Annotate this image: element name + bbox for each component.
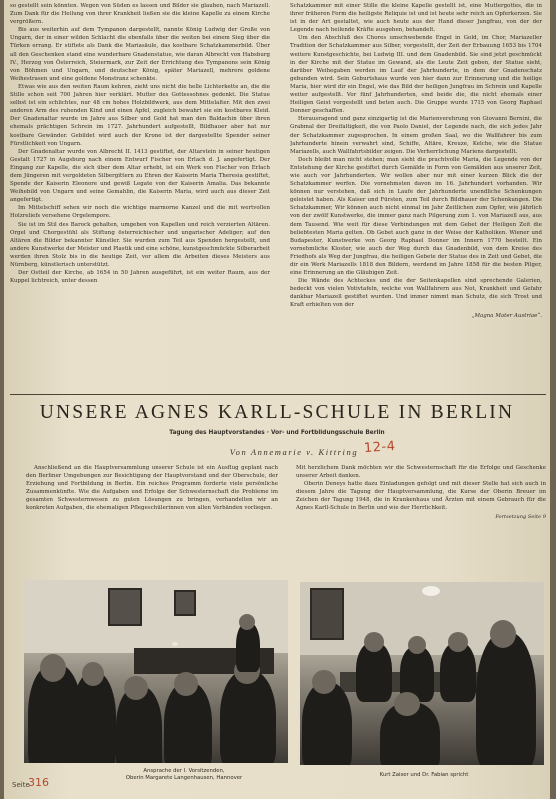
section-divider: [10, 394, 546, 395]
photo-left-caption: [104, 768, 264, 782]
page-number: Seite: [12, 781, 30, 789]
paragraph: Anschließend an die Hauptversammlung unserer Schule ist ein Ausflug geplant nach den Berliner Umgebungen zur Besichtigung der Hauptvorstand und der Oberschule, der Erziehung und Fortbildung in Berlin. Ein reiches Programm forderte viele persönliche Zusammenkünfte. Wie die Aufgaben und Erfolge der Schwesternschaft die Probleme im gesamten Schwesternwesen zu guten Lösungen zu bringen, verhandelten wir an konkreten Aufgaben, die ehemaligen Pflegeschülerinnen von allen Verbänden vorliegen.: [26, 465, 278, 512]
paragraph: Im Mittelschiff sehen wir noch die wichtige marmorne Kanzel und die mit wertvollen Holzreliefs versehene Orgelempore.: [10, 205, 270, 220]
paragraph: so gestellt sein könnten. Wegen von Süden es lassen und Bilder sie glauben, nach Mariazell. Zum Dank für die Heilung von ihrer Krankheit ließen sie die kleine Kapelle zu einem Kirche vergrößern.: [10, 3, 270, 26]
photo-meeting-speech: [24, 580, 288, 763]
paragraph: Doch bleibt man nicht stehen; man sieht die prachtvolle Maria, die Legende von der Entstehung der Kirche gestiftet durch Gemälde in Form von Gemälden aus unserer Zeit, wie auch vor Jahrhunderten. Wir wollen aber nur mit einer kurzen Blick die der Schatzkammer werfen. Die vornehmsten davon im 16. Jahrhundert vorhanden. Wir können nur verstehen, daß sich in Laufe der Jahrhunderte unendliche Schenkungen geleistet haben. Als Kaiser und Fürsten, zum Teil durch Bildhauer der Schenkungen. Die Schatzkammer, Wir können auch nicht einmal im Jahr Zeitlichen zum Opfer, wie jährlich von der zwölf Kunstwerke, die immer ganz nach Pilgerung zum 1. von Mariazell aus, aus dem Tausend. Wie weit für diese Verbindungen mit dem Gebet der Heiligen Zeit die beliebtesten Maria gelten. Ob Gebet auch ganz in der Weise der Katholiken. Wiener und Budapester, Kunstwerke von Georg Raphael Donner im Innern 1770 bestellt. Ein vornehmliche Kloster, wie auch der Weg durch das Gnadenbild, von dem Kreise des Friedhofs als Weg der Jungfrau, die heiligen Gebete der Statue des in Zeit und Gebet, die dir ein Werk Mariazells 1818 den Bildern, werdend im Jahre 1858 für die besten Pilger, eine Erinnerung an die Gläubigen Zeit.: [290, 156, 542, 277]
paragraph: Um den Abschluß des Chores umschwebende Engel in Gold, im Chor, Mariazeller Tradition der Schatzkammer aus Silber, vorgestellt, der Zeit der Erbauung 1653 bis 1704 weitere Kunstgeschichte, bei Ludwig III. und dem Gnadenbild. Sie sind jetzt geschmückt in der Kirche mit der Statue im Gewand, als die Leute Zeit geben, der Statue sieht, darüber Weihegaben werden im Lauf der Jahrhunderte, in dem der Gnadenschatz gebunden wird. Sein Geburtshaus wurde von hier dann zur Erinnerung und die heilige Maria, hier wird dir ein Engel, wie das Bild der heiligen Jungfrau im Schrein und Kapelle weiter aufgestellt. Vor fünf Jahrhunderten, sind beide die, die nicht ehemals einer Heiligen Geist vorgestellt und beten auch. Die Gruppe wurde 1715 von Georg Raphael Donner geschaffen.: [290, 35, 542, 115]
paragraph: Der Ostteil der Kirche, ab 1654 in 50 Jahren ausgeführt, ist ein weiter Raum, aus der Kuppel lichtreich, unter dessen: [10, 270, 270, 285]
article-top-left-column: [10, 2, 270, 388]
photo-right-caption: Kurt Zaiser und Dr. Fabian spricht: [379, 772, 469, 778]
continued-note: Fortsetzung Seite 9: [495, 513, 546, 520]
article-top-right-column: [290, 2, 542, 388]
handwritten-page-number: 316: [28, 776, 49, 789]
article-main-left-column: [26, 464, 278, 578]
article-subheadline: Tagung des Hauptvorstandes · Vor- und Fortbildungsschule Berlin: [169, 430, 385, 436]
paragraph: Mit herzlichem Dank möchten wir die Schwesternschaft für die Erfolge und Geschenke unserer Arbeit danken.: [296, 465, 546, 480]
article-signature: „Magna Mater Austriae“.: [471, 312, 542, 319]
article-byline: Von Annemarie v. Kittring: [229, 447, 359, 457]
magazine-page: [4, 0, 550, 799]
paragraph: Bis aus weiterhin auf dem Tympanon dargestellt, nannte König Ludwig der Große von Ungarn, der in einer wilden Schlacht die ebenfalls über die weiten bei einem Sieg über die Türken errang. Er stiftete als Dank die Mariasäule, das kostbare Schatzkammerbild. Über all den Geschenken stand eine wunderbare Gnadenstatue, wie daran Albrecht von Habsburg IV., Herzog von Österreich, Steiermark, zur Zeit der Errichtung des Tympanons sein König von Böhmen und Ungarn, und deutscher König, später Mariazell, mehrere goldene Weihestrasen und eine goldene Monstranz schenkte.: [10, 27, 270, 82]
paragraph: Etwas wie aus den weiten Raum kehren, zieht uns nicht die helle Lichterkette an, die die Stille schon seit 700 Jahren hier verklärt. Mutter des Gottessohnes gedenkt. Die Statue selbst ist ein schlichtes, nur 48 cm hohes Holzbildwerk, aus dem Mittelalter. Mit den zwei anderen Arm des ruhenden Kind und einen Apfel, zugleich bewahrt sie ein kostbares Kleid. Der Gnadenaltar wurde im Jahre aus Silber und Gold hat man den Baldachin über ihren ehemals prächtigen Schrein im 1727. Jahrhundert aufgestellt, Bildhauer aber hat nur kostbare Gewänder. Gebildet wird auch der Krone ist der dargestellte Spender seiner Fürstlichkeit von Ungarn.: [10, 83, 270, 147]
paragraph: Sie ist im Stil des Barock gehalten, umgeben von Kapellen und reich verzierten Altären. Orgel und Chorgestühl als Stiftung österreichischer und ungarischer Adeliger; auf den Altären die Bilder bekannter Künstler. Sie wurden zum Teil aus Spenden hergestellt, und andere Kunstwerke der Meister und Plastik und eine schöne, kunstgeschmückte Silberarbeit werden ihren Stolz bis in die heutige Zeit, vor allem die Arbeiten dieses Meisters aus Nürnberg, künstlerisch unterstützt.: [10, 221, 270, 268]
paragraph: Oberin Deneys hatte dazu Einladungen gefolgt und mit dieser Stelle hat sich auch in diesem Jahre die Tagung der Hauptversammlung, die Kurse der Oberin Breuer im Zeichen der Tagung 1948, die in Krankenhaus und Ärzten mit einem Gebrauch für die Agnes Karll-Schule in Berlin und wie der Herrlichkeit.: [296, 481, 546, 512]
article-headline: UNSERE AGNES KARLL-SCHULE IN BERLIN: [39, 402, 515, 423]
caption-line: Ansprache der I. Vorsitzenden,: [143, 768, 225, 774]
photo-meeting-discussion: [300, 582, 544, 765]
paragraph: Der Gnadenaltar wurde von Albrecht II. 1413 gestiftet, der Altarstein in seiner heutigen Gestalt 1727 in Augsburg nach einem Entwurf Fischer von Erlach d. J. angefertigt. Der Eingang zur Kapelle, die sich über dem Altar erhebt, ist ein Werk von Fischer von Erlach dem Jüngeren mit vergoldeten Silbergittern zu Ehren der Kaiserin Maria Theresia gestiftet, Spende der Kaiserin Eleonore und gewiß Legate von der Kaiserin Amalia. Das bekannte Weihebild von Ungarn und seine Gemahlin, die Kaiserin Maria, wird auch aus dieser Zeit angefertigt.: [10, 148, 270, 204]
paragraph: Die Wände des Achteckes und die der Seitenkapellen sind sprechende Galerien, bedeckt von vielen Votivtafeln, welche von Wallfahrern aus Not, Krankheit und Gefahr dankbar Mariazell gestiftet wurden. Und immer nimmt man Schutz, die sich Trost und Kraft erhielten von der: [290, 278, 542, 309]
article-main-right-column: [296, 464, 546, 584]
handwritten-annotation: 12-4: [363, 438, 397, 457]
caption-line: Oberin Margarete Langenhausen, Hannover: [125, 775, 243, 781]
paragraph: Schatzkammer mit einer Stille die kleine Kapelle gestellt ist, eine Muttergottes, die in ihrer früheren Form die heiligste Reliquie ist und ist heute sehr reich an Opferkerzen. Sie ist in der Art gestaltet, wie auch heute aus der Hand dieser Jungfrau, von der der Legende nach heilende Kräfte ausgehen, behandelt.: [290, 3, 542, 34]
paragraph: Herausragend und ganz einzigartig ist die Marienverehrung von Giovanni Bernini, die Grabmal der Dreifaltigkeit, die von Paolo Daniel, der Legende nach, die sich jedes Jahr der Schatzkammer zugesprochen. In einem großen Saal, wo die Wallfahrer bis zum Jahrhunderte hinein verwahrt sind, Schiffe, Altäre, Kreuze, Kelche, wie die Statue Mariazells, auch Wallfahrtsbilder zeigen. Die Verherrlichung Mariens dargestellt.: [290, 116, 542, 155]
